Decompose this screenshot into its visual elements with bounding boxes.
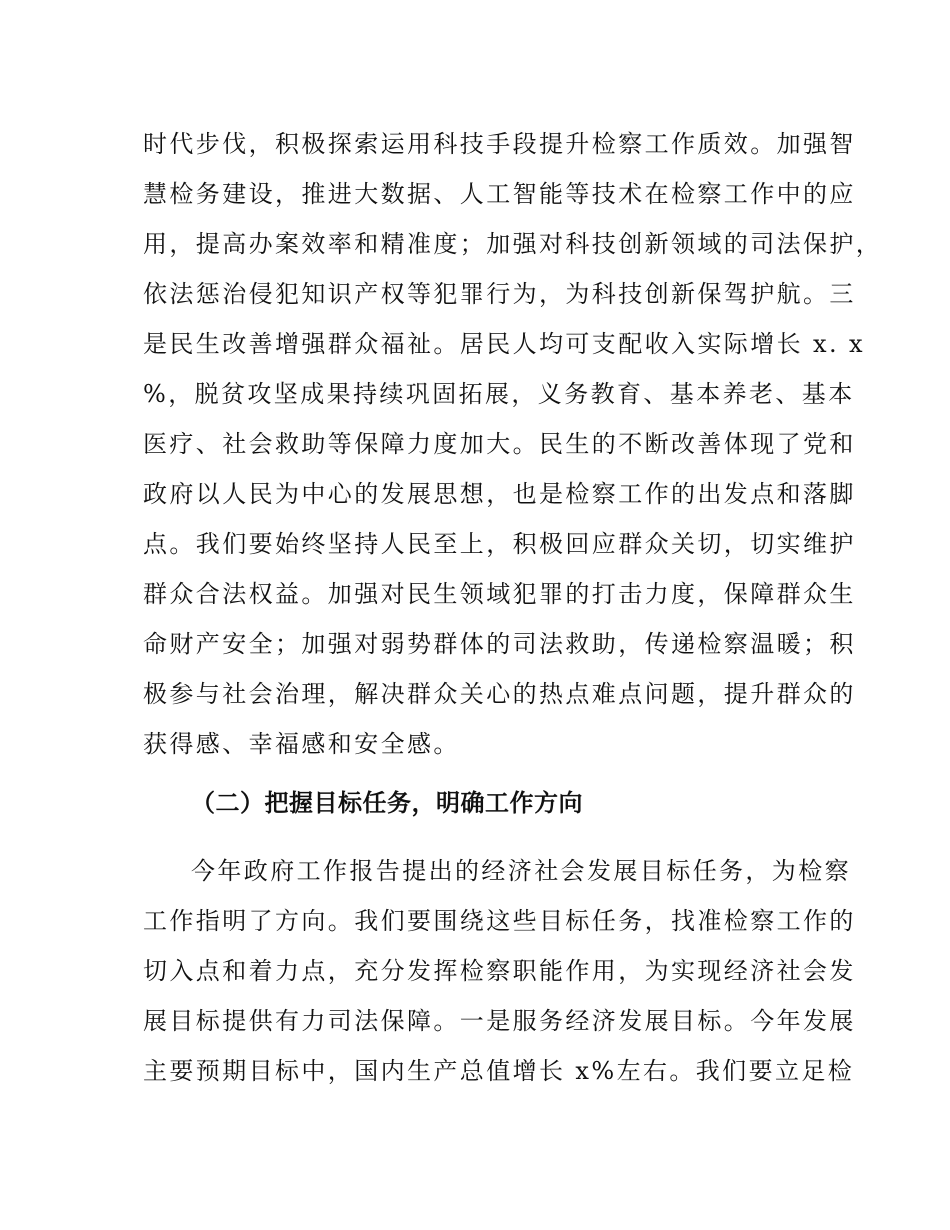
- paragraph-line: 是民生改善增强群众福祉。居民人均可支配收入实际增长 x. x: [143, 330, 865, 358]
- paragraph-line: 政府以人民为中心的发展思想，也是检察工作的出发点和落脚: [143, 480, 856, 508]
- paragraph-line: 获得感、幸福感和安全感。: [143, 730, 460, 758]
- paragraph-line: 命财产安全；加强对弱势群体的司法救助，传递检察温暖；积: [143, 630, 856, 658]
- paragraph-line: %，脱贫攻坚成果持续巩固拓展，义务教育、基本养老、基本: [143, 380, 855, 408]
- paragraph-line: 群众合法权益。加强对民生领域犯罪的打击力度，保障群众生: [143, 580, 856, 608]
- paragraph-line: 主要预期目标中，国内生产总值增长 x%左右。我们要立足检: [143, 1057, 855, 1085]
- paragraph-line: 点。我们要始终坚持人民至上，积极回应群众关切，切实维护: [143, 530, 856, 558]
- paragraph-line: 时代步伐，积极探索运用科技手段提升检察工作质效。加强智: [143, 130, 856, 158]
- paragraph-line: 工作指明了方向。我们要围绕这些目标任务，找准检察工作的: [143, 907, 856, 935]
- paragraph-line: 依法惩治侵犯知识产权等犯罪行为，为科技创新保驾护航。三: [143, 280, 856, 308]
- paragraph-line: 医疗、社会救助等保障力度加大。民生的不断改善体现了党和: [143, 430, 856, 458]
- paragraph-line: 切入点和着力点，充分发挥检察职能作用，为实现经济社会发: [143, 957, 856, 985]
- paragraph-line: 用，提高办案效率和精准度；加强对科技创新领域的司法保护，: [143, 230, 883, 258]
- paragraph-line: 展目标提供有力司法保障。一是服务经济发展目标。今年发展: [143, 1007, 856, 1035]
- paragraph-line: 今年政府工作报告提出的经济社会发展目标任务，为检察: [191, 857, 851, 885]
- paragraph-line: 慧检务建设，推进大数据、人工智能等技术在检察工作中的应: [143, 180, 856, 208]
- paragraph-line: 极参与社会治理，解决群众关心的热点难点问题，提升群众的: [143, 680, 856, 708]
- section-heading: （二）把握目标任务，明确工作方向: [191, 789, 583, 817]
